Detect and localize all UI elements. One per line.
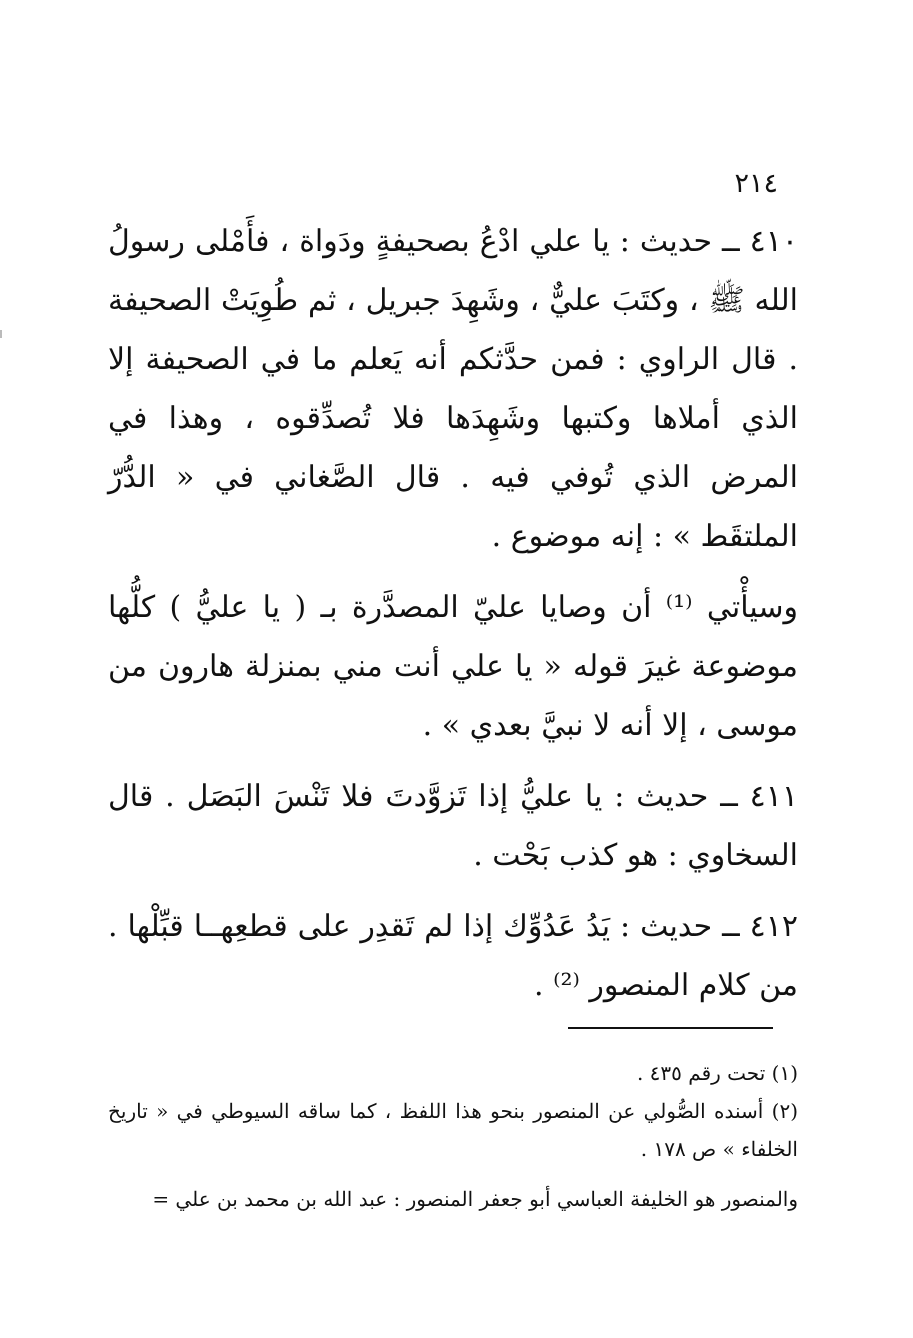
footnote-separator	[568, 1027, 773, 1029]
footnote-2-continuation: والمنصور هو الخليفة العباسي أبو جعفر المنصور : عبد الله بن محمد بن علي =	[152, 1187, 798, 1211]
footnote-2: (٢) أسنده الصُّولي عن المنصور بنحو هذا اللفظ ، كما ساقه السيوطي في « تاريخ الخلفاء » ص ١٧٨ .	[108, 1099, 798, 1161]
footnotes	[108, 1054, 798, 1218]
main-text	[108, 212, 798, 1015]
hadith-411-paragraph: ٤١١ ــ حديث : يا عليُّ إذا تَزوَّدتَ فلا تَنْسَ البَصَل . قال السخاوي : هو كذب بَحْت .	[108, 779, 798, 873]
scan-edge-mark	[0, 330, 2, 338]
page-number: ٢١٤	[734, 168, 778, 199]
hadith-410-paragraph: ٤١٠ ــ حديث : يا علي ادْعُ بصحيفةٍ ودَواة ، فأَمْلى رسولُ الله ﷺ ، وكتَبَ عليٌّ ، وشَهِدَ جبريل ، ثم طُوِيَتْ الصحيفة . قال الراوي : فمن حدَّثكم أنه يَعلم ما في الصحيفة إلا الذي أملاها وكتبها وشَهِدَها فلا تُصدِّقوه ، وهذا في المرض الذي تُوفي فيه . قال الصَّغاني في « الدُّرّ الملتقَط » : إنه موضوع .	[108, 224, 798, 554]
hadith-412-paragraph: ٤١٢ ــ حديث : يَدُ عَدُوِّك إذا لم تَقدِر على قطعِهــا قبِّلْها . من كلام المنصور ⁽²⁾ .	[108, 909, 798, 1003]
wasaya-note-paragraph: وسيأْتي ⁽¹⁾ أن وصايا عليّ المصدَّرة بـ ( يا عليُّ ) كلُّها موضوعة غيرَ قوله « يا علي أنت مني بمنزلة هارون من موسى ، إلا أنه لا نبيَّ بعدي » .	[108, 590, 799, 743]
footnote-1: (١) تحت رقم ٤٣٥ .	[636, 1061, 798, 1085]
